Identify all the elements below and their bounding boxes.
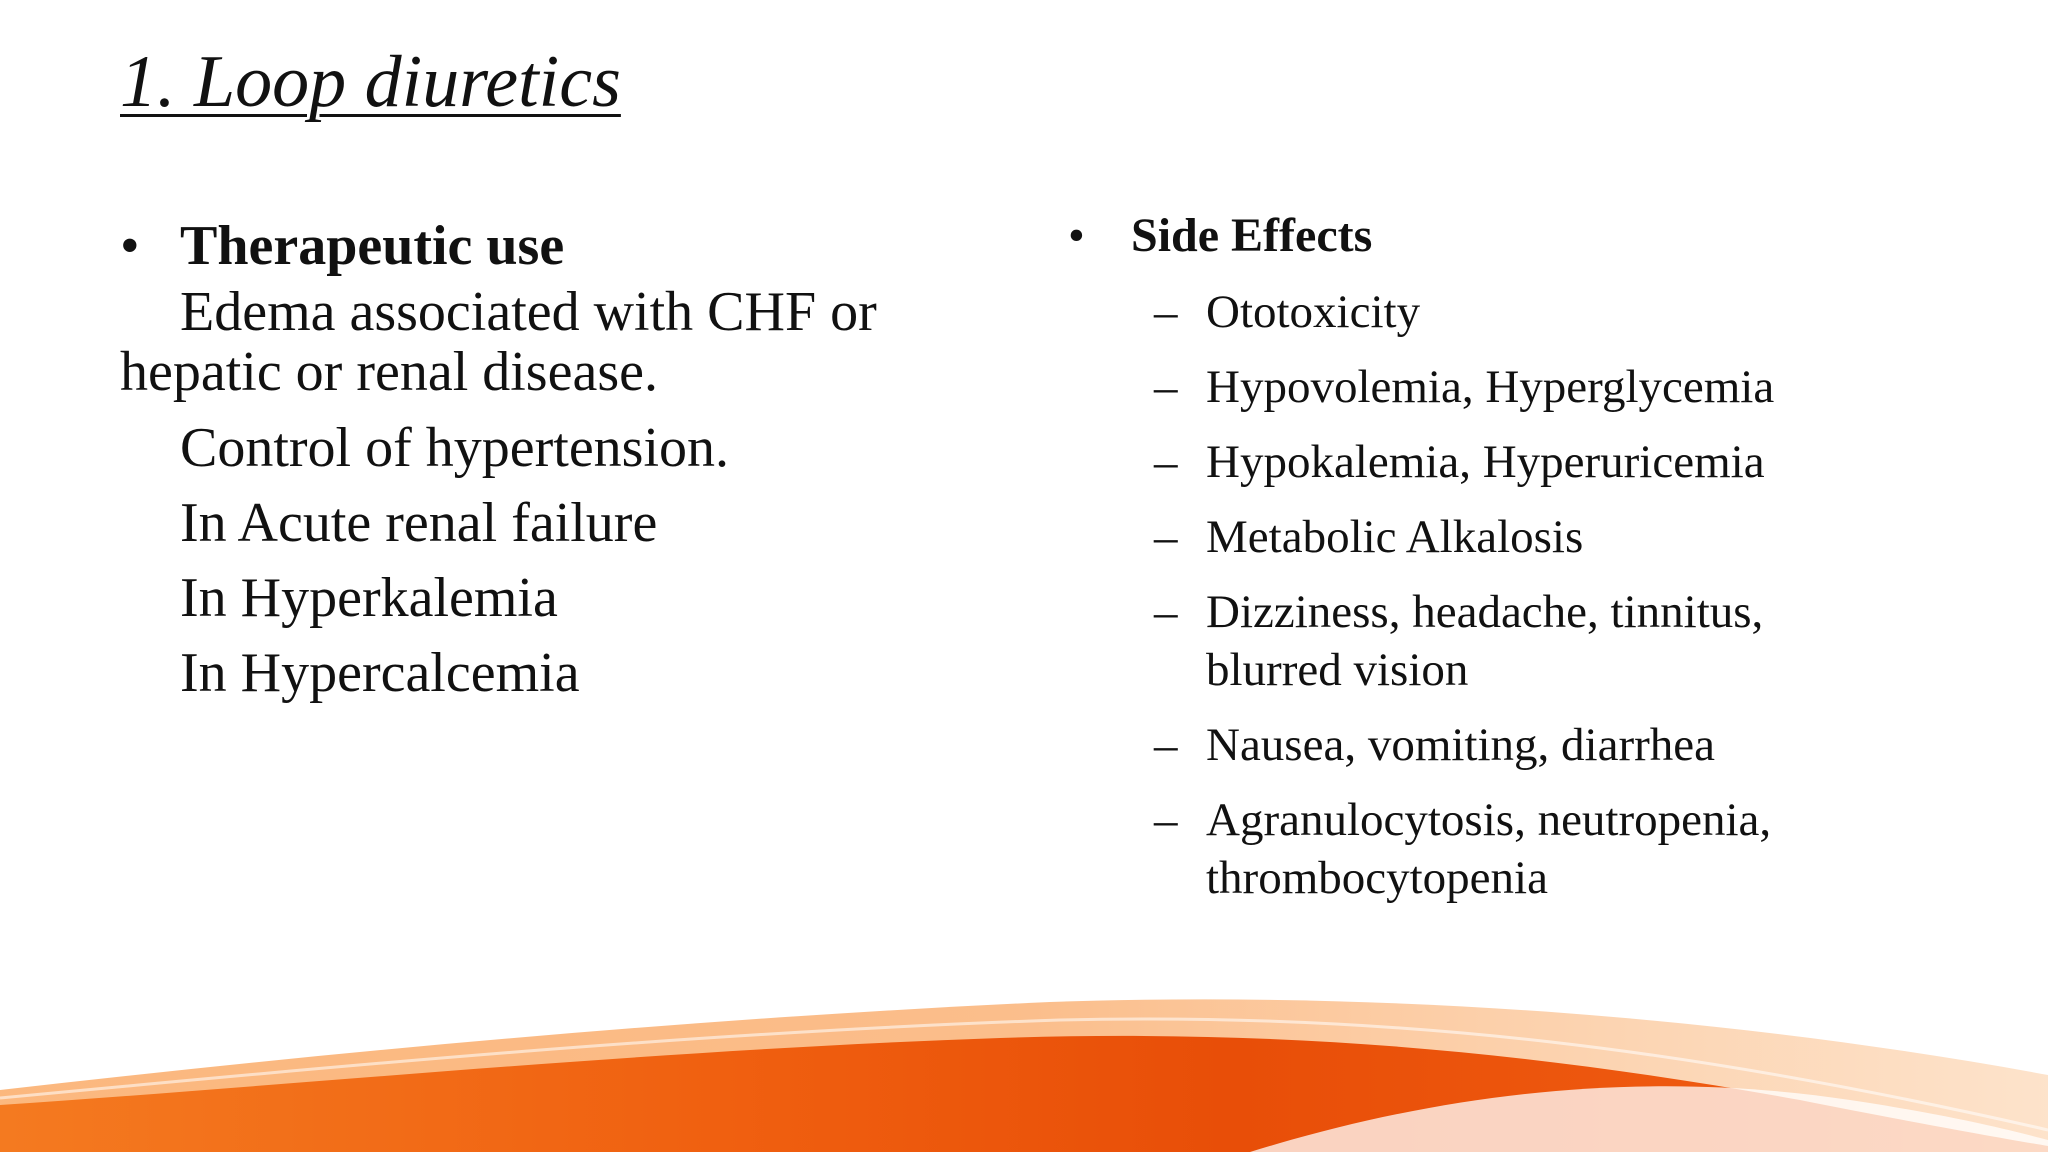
dash-marker: – (1154, 436, 1178, 488)
bullet: • (1068, 209, 1085, 262)
bullet: • (120, 215, 140, 277)
therapeutic-use-heading (120, 214, 980, 278)
side-effects-heading (1068, 207, 1968, 265)
dash-marker: – (1154, 719, 1178, 771)
side-effect-item (1068, 791, 1968, 907)
side-effect-item (1068, 716, 1968, 774)
dash-marker: – (1154, 794, 1178, 846)
therapeutic-use-line: hepatic or renal disease. (120, 341, 658, 403)
side-effect-text: Metabolic Alkalosis (1206, 511, 1584, 563)
therapeutic-use-line: In Hyperkalemia (180, 567, 558, 629)
side-effect-text: Nausea, vomiting, diarrhea (1206, 719, 1715, 771)
side-effect-text: thrombocytopenia (1206, 852, 1548, 904)
therapeutic-use-section (120, 214, 980, 703)
dash-marker: – (1154, 586, 1178, 638)
side-effect-item (1068, 583, 1968, 699)
side-effects-section (1068, 207, 1968, 924)
therapeutic-use-line: Edema associated with CHF or (180, 281, 877, 343)
side-effect-item (1068, 283, 1968, 341)
side-effect-text: Hypovolemia, Hyperglycemia (1206, 361, 1775, 413)
side-effect-text: Dizziness, headache, tinnitus, (1206, 586, 1764, 638)
dash-marker: – (1154, 511, 1178, 563)
dash-marker: – (1154, 361, 1178, 413)
therapeutic-use-heading-text: Therapeutic use (180, 215, 565, 277)
side-effect-text: Hypokalemia, Hyperuricemia (1206, 436, 1765, 488)
side-effect-text: blurred vision (1206, 644, 1469, 696)
therapeutic-use-line: Control of hypertension. (180, 417, 730, 479)
side-effect-text: Agranulocytosis, neutropenia, (1206, 794, 1772, 846)
therapeutic-use-line: In Hypercalcemia (180, 642, 580, 704)
decorative-orange-wave (0, 980, 2048, 1152)
therapeutic-use-line: In Acute renal failure (180, 492, 658, 554)
side-effect-item (1068, 508, 1968, 566)
side-effects-list (1068, 283, 1968, 907)
side-effect-item (1068, 433, 1968, 491)
side-effect-item (1068, 358, 1968, 416)
side-effects-heading-text: Side Effects (1131, 209, 1373, 262)
slide-title: 1. Loop diuretics (120, 41, 621, 123)
side-effect-text: Ototoxicity (1206, 286, 1421, 338)
dash-marker: – (1154, 286, 1178, 338)
